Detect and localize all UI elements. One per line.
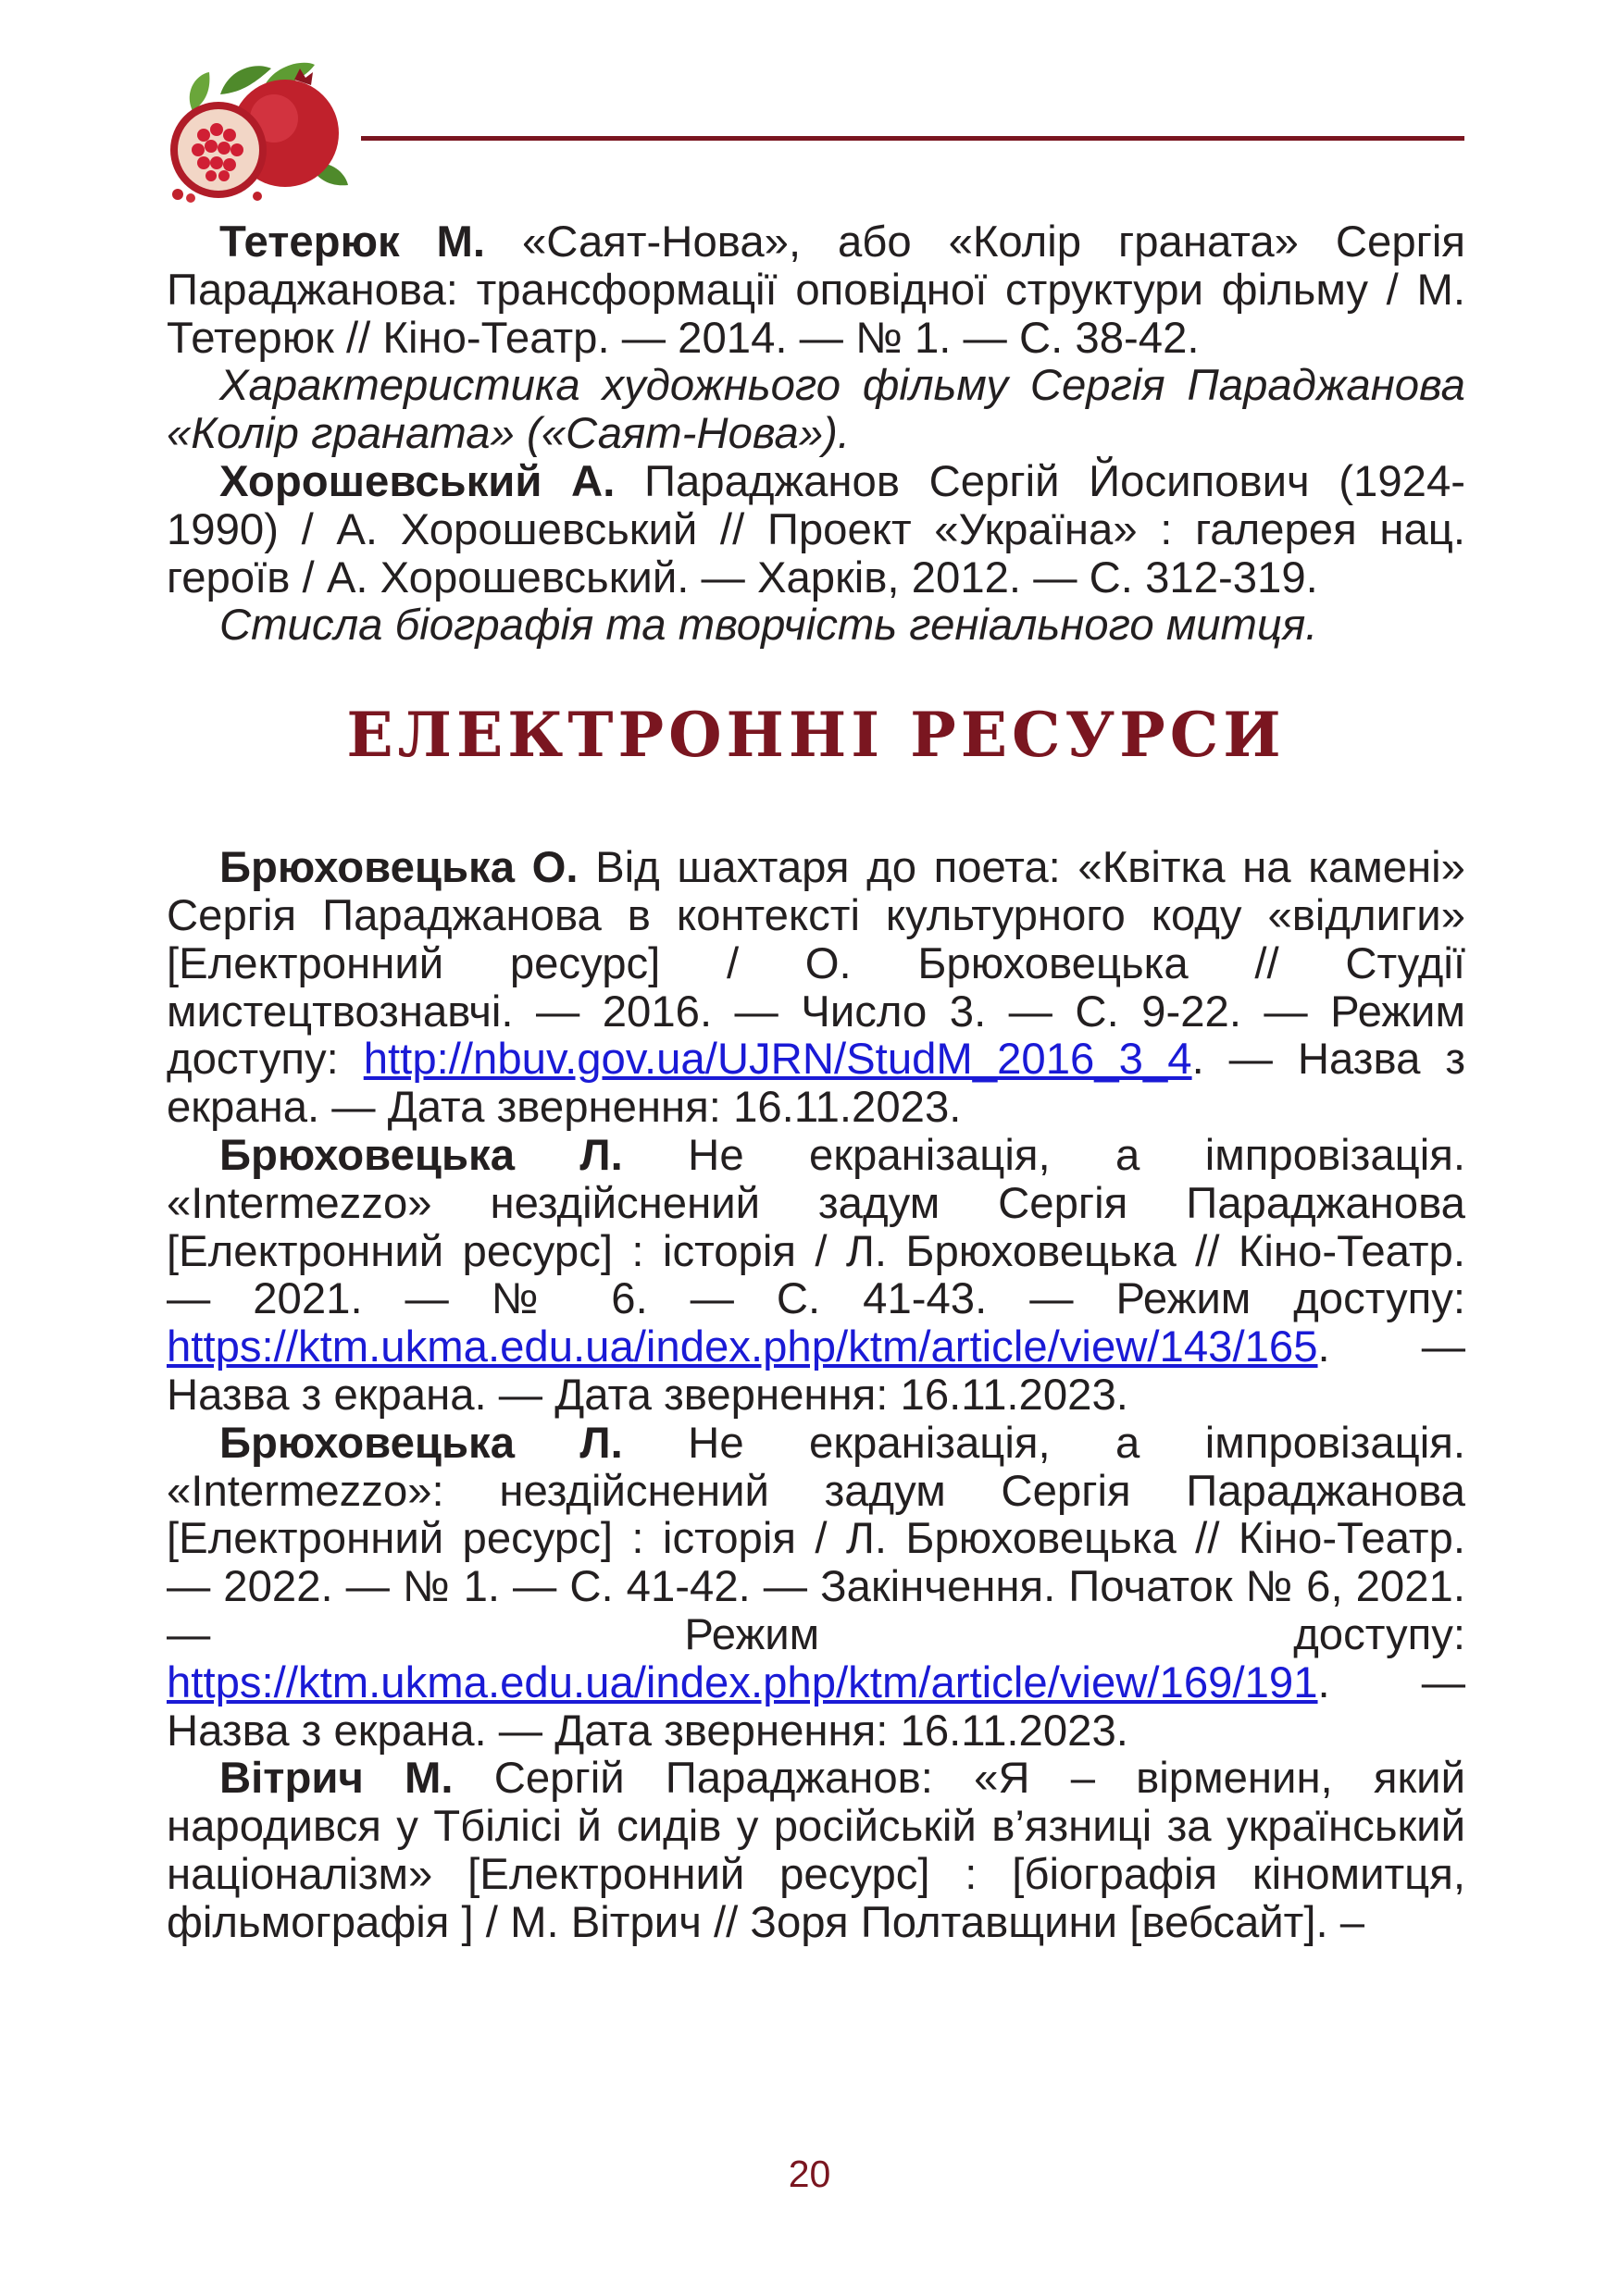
entry-link[interactable]: https://ktm.ukma.edu.ua/index.php/ktm/article/view/169/191 xyxy=(167,1657,1318,1707)
header-rule xyxy=(361,136,1464,141)
entry-author: Брюховецька О. xyxy=(219,843,579,893)
entry-text: «Саят-Нова», або «Колір граната» Сергія Параджанова: трансформації оповідної структури фільму / М. Тетерюк // Кіно-Театр. — 2014. — № 1. — С. 38-42. xyxy=(167,217,1465,363)
entry-briukhovetska-o xyxy=(167,844,1465,1132)
entry-author: Тетерюк М. xyxy=(219,217,486,267)
section-title: ЕЛЕКТРОННІ РЕСУРСИ xyxy=(346,699,1286,772)
entry-author: Брюховецька Л. xyxy=(219,1130,623,1180)
entry-link[interactable]: https://ktm.ukma.edu.ua/index.php/ktm/article/view/143/165 xyxy=(167,1322,1318,1372)
entry-author: Хорошевський А. xyxy=(219,456,616,506)
entry-text: Від шахтаря до поета: «Квітка на камені» Сергія Параджанова в контексті культурного коду «відлиги» [Електронний ресурс] / О. Брюховецька // Студії мистецтвознавчі. — 2016. — Число 3. — С. 9-22. — Режим доступу: xyxy=(167,843,1465,1085)
entry-text: Не екранізація, а імпровізація. «Intermezzo»: нездійснений задум Сергія Параджанова [Електронний ресурс] : історія / Л. Брюховецька // Кіно-Театр. — 2022. — № 1. — С. 41-42. — Закінчення. Початок № 6, 2021. — Режим доступу: xyxy=(167,1418,1465,1659)
page-number: 20 xyxy=(788,2153,831,2195)
entry-briukhovetska-l-2022 xyxy=(167,1420,1465,1756)
pomegranate-icon xyxy=(156,57,359,210)
entry-teteriuk xyxy=(167,218,1465,362)
entry-author: Брюховецька Л. xyxy=(219,1418,623,1468)
bibliography xyxy=(167,218,1465,1947)
entry-tail: . — Назва з екрана. — Дата звернення: 16.11.2023. xyxy=(167,1657,1465,1756)
entry-annotation: Стисла біографія та творчість геніального митця. xyxy=(219,601,1318,651)
entry-text: Параджанов Сергій Йосипович (1924-1990) / А. Хорошевський // Проект «Україна» : галерея нац. героїв / А. Хорошевський. — Харків, 2012. — С. 312-319. xyxy=(167,456,1466,602)
entry-author: Вітрич М. xyxy=(219,1754,454,1804)
entry-khoroshevskyi xyxy=(167,458,1465,602)
entry-annotation: Характеристика художнього фільму Сергія Параджанова «Колір граната» («Саят-Нова»). xyxy=(167,361,1465,459)
entry-tail: . — Назва з екрана. — Дата звернення: 16.11.2023. xyxy=(167,1322,1465,1420)
entry-briukhovetska-l-2021 xyxy=(167,1132,1465,1420)
entry-vitrych xyxy=(167,1755,1465,1946)
entry-text: Не екранізація, а імпровізація. «Intermezzo» нездійснений задум Сергія Параджанова [Електронний ресурс] : історія / Л. Брюховецька // Кіно-Театр. — 2021. — № 6. — С. 41-43. — Режим доступу: xyxy=(167,1130,1465,1324)
entry-text: Сергій Параджанов: «Я – вірменин, який народився у Тбілісі й сидів у російській в’язниці за український націоналізм» [Електронний ресурс] : [біографія кіномитця, фільмографія ] / М. Вітрич // Зоря Полтавщини [вебсайт]. – xyxy=(167,1754,1465,1947)
entry-link[interactable]: http://nbuv.gov.ua/UJRN/StudM_2016_3_4 xyxy=(363,1035,1192,1085)
entry-tail: . — Назва з екрана. — Дата звернення: 16.11.2023. xyxy=(167,1035,1466,1133)
